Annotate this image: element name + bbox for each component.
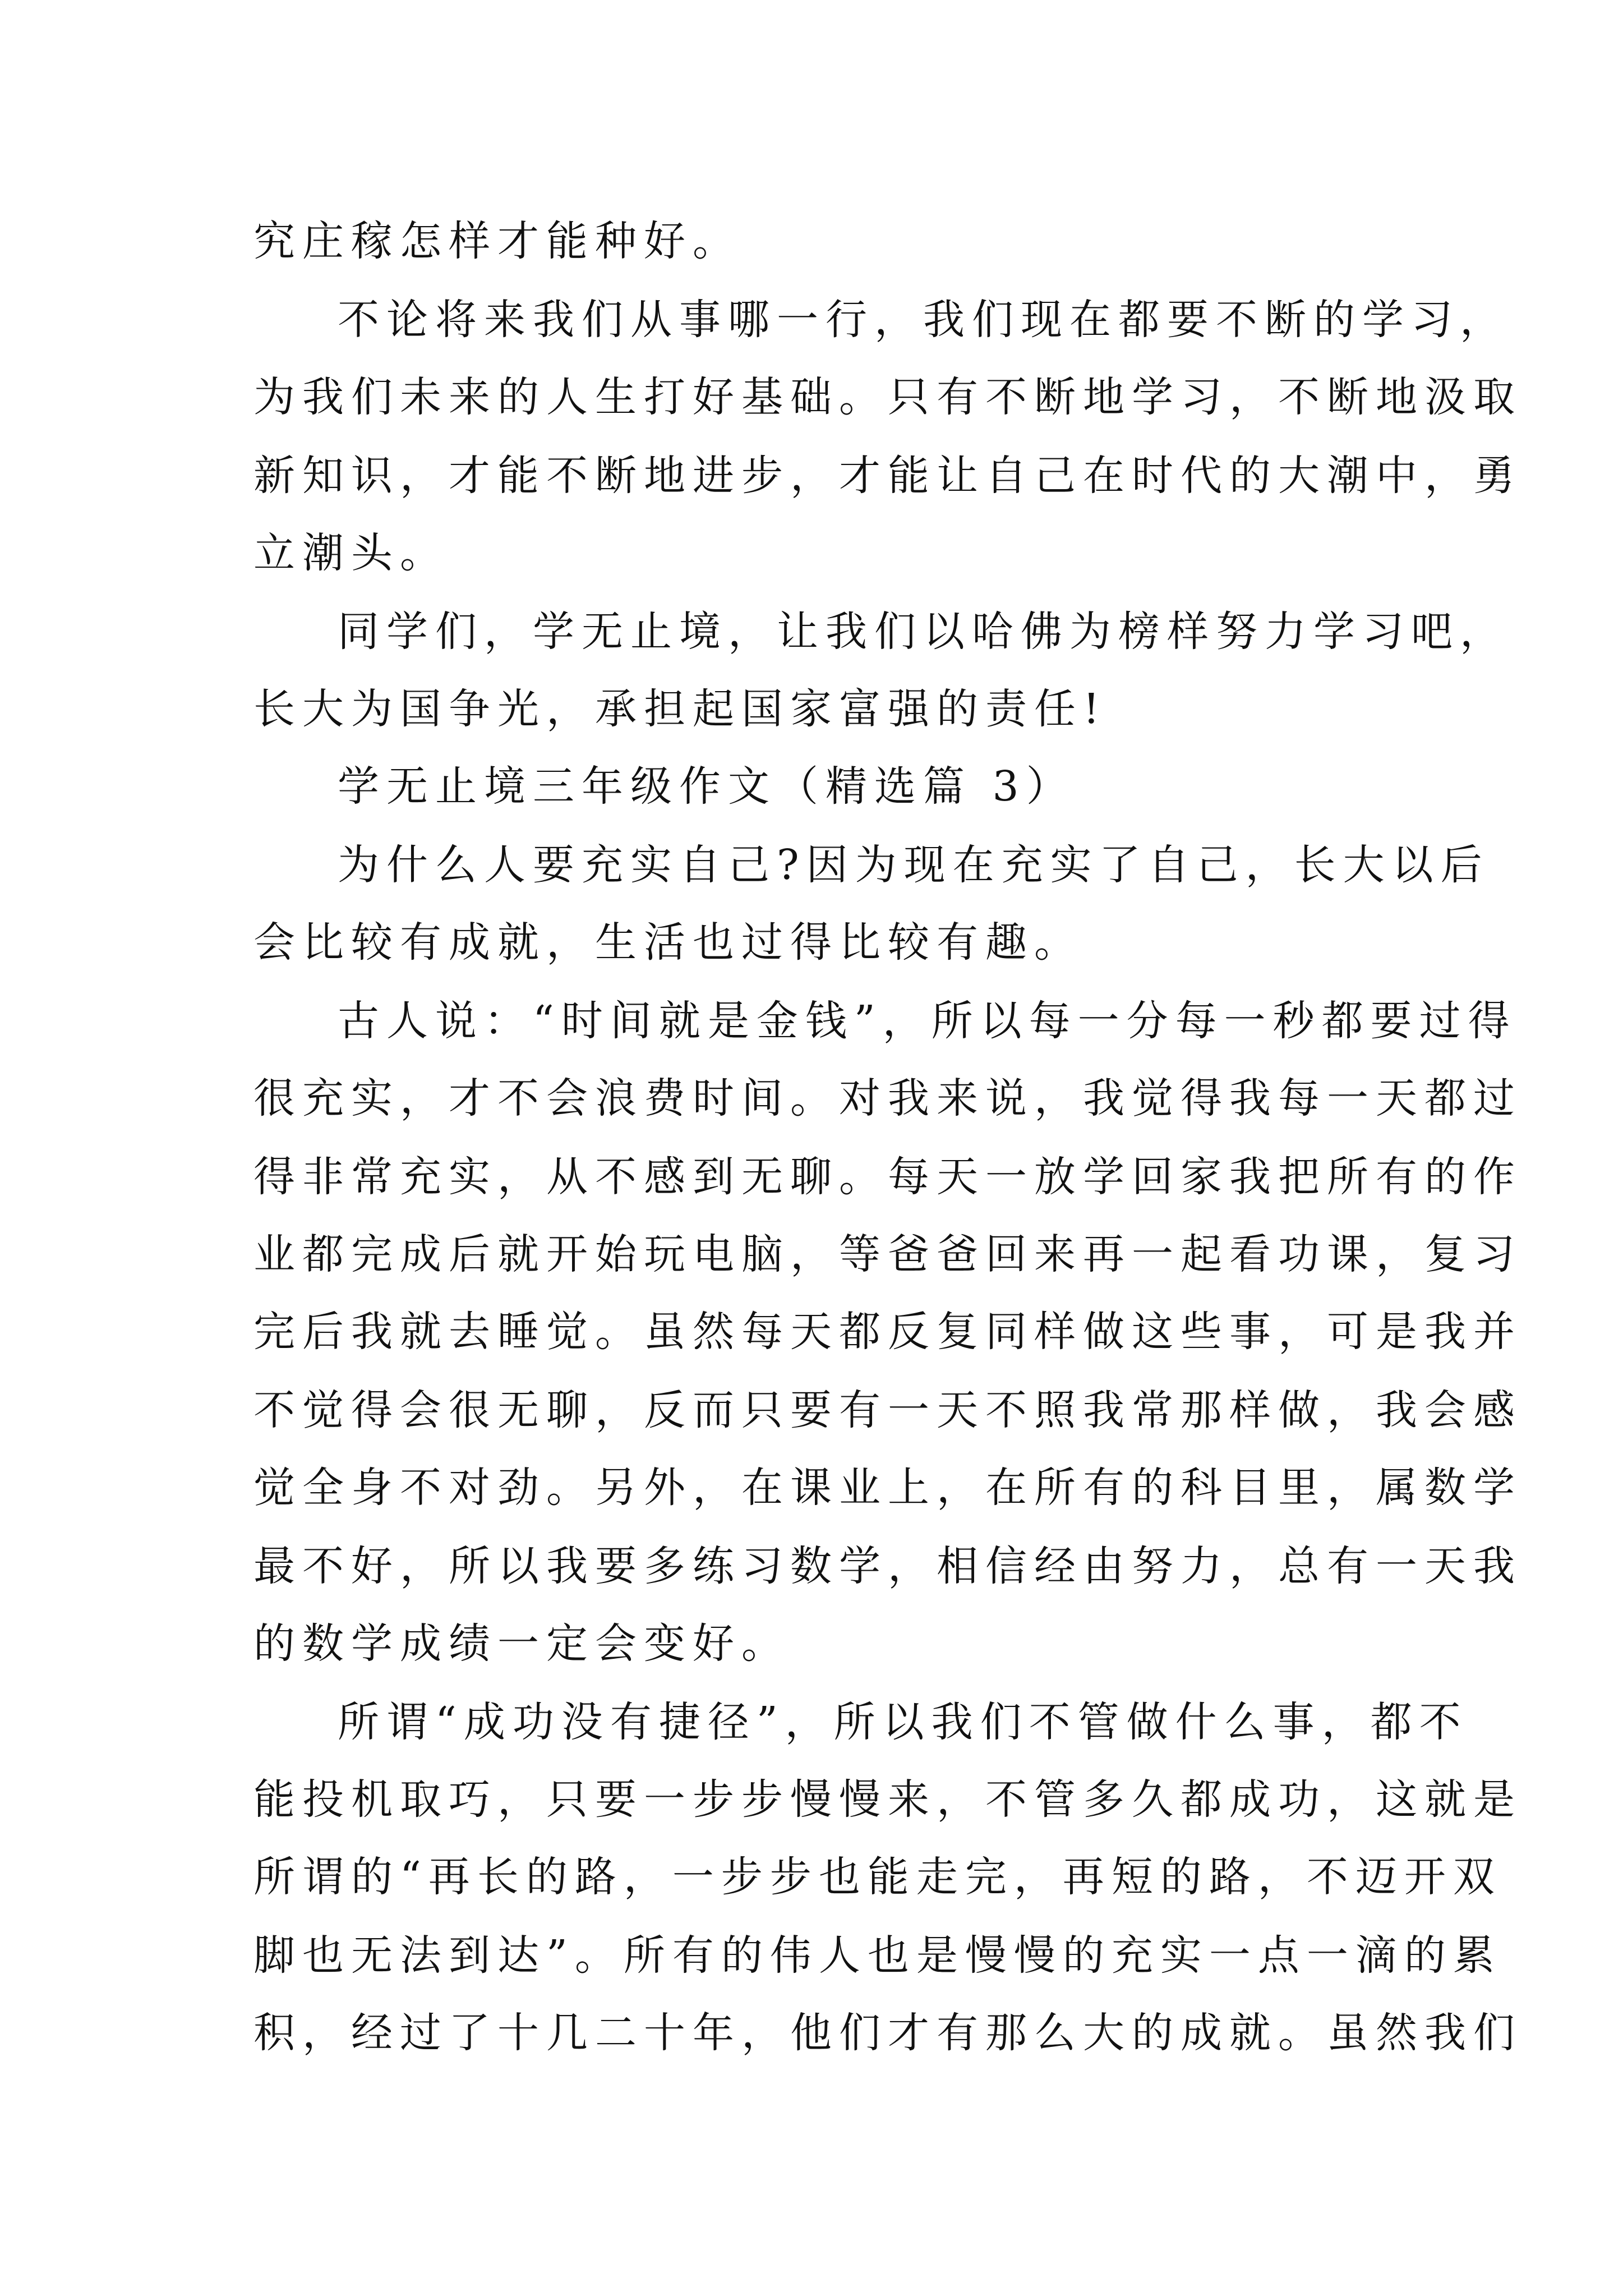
text-line: 长大为国争光，承担起国家富强的责任! [253, 685, 1107, 733]
section-heading: 学无止境三年级作文（精选篇 3） [338, 762, 1075, 811]
text-line: 业都完成后就开始玩电脑，等爸爸回来再一起看功课，复习 [253, 1230, 1522, 1278]
text-line: 很充实，才不会浪费时间。对我来说，我觉得我每一天都过 [253, 1074, 1522, 1122]
text-line: 不觉得会很无聊，反而只要有一天不照我常那样做，我会感 [253, 1386, 1522, 1434]
text-line: 为我们未来的人生打好基础。只有不断地学习，不断地汲取 [253, 373, 1522, 421]
text-line: 所谓“成功没有捷径”，所以我们不管做什么事，都不 [338, 1698, 1468, 1746]
text-line: 新知识，才能不断地进步，才能让自己在时代的大潮中，勇 [253, 452, 1522, 500]
text-line: 能投机取巧，只要一步步慢慢来，不管多久都成功，这就是 [253, 1775, 1522, 1824]
text-line: 觉全身不对劲。另外，在课业上，在所有的科目里，属数学 [253, 1464, 1522, 1512]
text-line: 完后我就去睡觉。虽然每天都反复同样做这些事，可是我并 [253, 1308, 1522, 1356]
text-line: 得非常充实，从不感到无聊。每天一放学回家我把所有的作 [253, 1153, 1522, 1201]
text-line: 同学们，学无止境，让我们以哈佛为榜样努力学习吧， [338, 608, 1509, 656]
text-line: 的数学成绩一定会变好。 [253, 1619, 790, 1668]
text-line: 究庄稼怎样才能种好。 [253, 217, 741, 265]
text-line: 会比较有成就，生活也过得比较有趣。 [253, 918, 1083, 967]
text-line: 积，经过了十几二十年，他们才有那么大的成就。虽然我们 [253, 2009, 1522, 2057]
text-line: 所谓的“再长的路，一步步也能走完，再短的路，不迈开双 [253, 1853, 1502, 1901]
text-line: 为什么人要充实自己?因为现在充实了自己，长大以后 [338, 841, 1490, 889]
text-line: 最不好，所以我要多练习数学，相信经由努力，总有一天我 [253, 1542, 1522, 1590]
text-line: 脚也无法到达”。所有的伟人也是慢慢的充实一点一滴的累 [253, 1931, 1502, 1980]
text-line: 不论将来我们从事哪一行，我们现在都要不断的学习， [338, 296, 1509, 344]
text-line: 立潮头。 [253, 529, 449, 577]
text-line: 古人说：“时间就是金钱”，所以每一分每一秒都要过得 [338, 997, 1517, 1045]
